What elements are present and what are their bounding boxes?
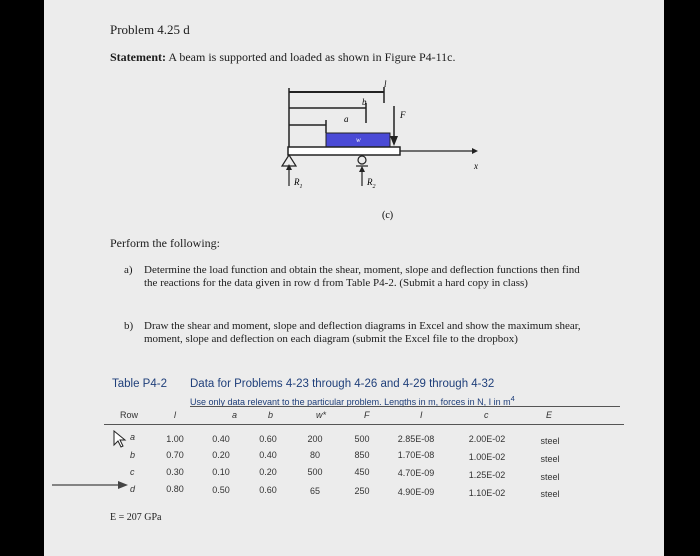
cell-I: 1.70E-08 bbox=[397, 450, 435, 460]
task-a bbox=[124, 264, 594, 304]
header-b: b bbox=[268, 410, 274, 420]
header-E: E bbox=[546, 410, 553, 420]
header-c: c bbox=[484, 410, 489, 420]
cell-w: 65 bbox=[309, 486, 320, 496]
cell-F: 250 bbox=[354, 486, 370, 496]
cell-F: 850 bbox=[354, 450, 370, 460]
label-w: w bbox=[356, 136, 361, 144]
header-l: l bbox=[174, 410, 176, 420]
document-page bbox=[44, 0, 664, 556]
cell-l: 0.30 bbox=[166, 467, 184, 477]
label-F: F bbox=[400, 110, 406, 120]
beam bbox=[288, 147, 400, 155]
header-a: a bbox=[232, 410, 238, 420]
header-F: F bbox=[364, 410, 370, 420]
row-label: a bbox=[130, 432, 136, 442]
cell-c: 1.00E-02 bbox=[468, 452, 506, 462]
row-label: b bbox=[130, 450, 136, 460]
cell-l: 0.80 bbox=[166, 484, 184, 494]
cell-c: 1.25E-02 bbox=[468, 470, 506, 480]
table-header-rule bbox=[104, 424, 624, 425]
perform-heading: Perform the following: bbox=[110, 236, 220, 250]
cell-w: 500 bbox=[307, 467, 323, 477]
cell-E: steel bbox=[540, 472, 560, 482]
label-R1: $R_1$ bbox=[294, 177, 303, 190]
cell-l: 1.00 bbox=[166, 434, 184, 444]
cell-l: 0.70 bbox=[166, 450, 184, 460]
task-a-text: Determine the load function and obtain the shear, moment, slope and deflection functions then find the reactions for the data given in row d from Table P4-2. (Submit a hard copy in class) bbox=[144, 264, 580, 289]
beam-figure bbox=[274, 78, 494, 228]
cursor-icon bbox=[112, 430, 128, 448]
label-l: l bbox=[384, 79, 387, 89]
cell-I: 2.85E-08 bbox=[397, 434, 435, 444]
cell-b: 0.60 bbox=[259, 485, 277, 495]
cell-F: 500 bbox=[354, 434, 370, 444]
table-label: Table P4-2 bbox=[112, 378, 167, 390]
cell-E: steel bbox=[540, 489, 560, 499]
task-b-text: Draw the shear and moment, slope and deflection diagrams in Excel and show the maximum shear, moment, slope and deflection on each diagram (submit the Excel file to the dropbox) bbox=[144, 320, 581, 345]
cell-c: 2.00E-02 bbox=[468, 434, 506, 444]
task-a-label: a) bbox=[124, 264, 133, 276]
cell-b: 0.20 bbox=[259, 467, 277, 477]
table-subtitle: Use only data relevant to the particular problem. Lengths in m, forces in N, I in $m^4$ bbox=[190, 394, 515, 407]
label-R2: $R_2$ bbox=[367, 177, 376, 190]
label-b: b bbox=[362, 97, 367, 107]
cell-b: 0.40 bbox=[259, 450, 277, 460]
cell-b: 0.60 bbox=[259, 434, 277, 444]
cell-I: 4.70E-09 bbox=[397, 468, 435, 478]
footnote: E = 207 GPa bbox=[110, 512, 162, 523]
cell-a: 0.10 bbox=[212, 467, 230, 477]
statement-label: Statement: bbox=[110, 50, 166, 64]
table-title: Data for Problems 4-23 through 4-26 and 4-29 through 4-32 bbox=[190, 378, 495, 390]
task-b-label: b) bbox=[124, 320, 134, 332]
problem-title: Problem 4.25 d bbox=[110, 22, 190, 37]
cell-E: steel bbox=[540, 454, 560, 464]
header-w: w* bbox=[316, 410, 327, 420]
cell-F: 450 bbox=[354, 467, 370, 477]
cell-E: steel bbox=[540, 436, 560, 446]
task-b bbox=[124, 320, 594, 360]
header-row: Row bbox=[120, 410, 139, 420]
table-rule bbox=[190, 406, 620, 407]
statement bbox=[110, 50, 456, 65]
cell-w: 80 bbox=[309, 450, 320, 460]
cell-c: 1.10E-02 bbox=[468, 488, 506, 498]
row-label: d bbox=[130, 484, 136, 494]
cell-a: 0.20 bbox=[212, 450, 230, 460]
row-label: c bbox=[130, 467, 135, 477]
cell-a: 0.40 bbox=[212, 434, 230, 444]
cell-a: 0.50 bbox=[212, 485, 230, 495]
label-x: x bbox=[474, 161, 478, 171]
cell-I: 4.90E-09 bbox=[397, 487, 435, 497]
label-a: a bbox=[344, 114, 349, 124]
statement-text: A beam is supported and loaded as shown in Figure P4-11c. bbox=[168, 50, 456, 64]
row-pointer-arrow bbox=[52, 479, 130, 491]
header-I: I bbox=[420, 410, 423, 420]
cell-w: 200 bbox=[307, 434, 323, 444]
figure-caption: (c) bbox=[382, 210, 394, 221]
